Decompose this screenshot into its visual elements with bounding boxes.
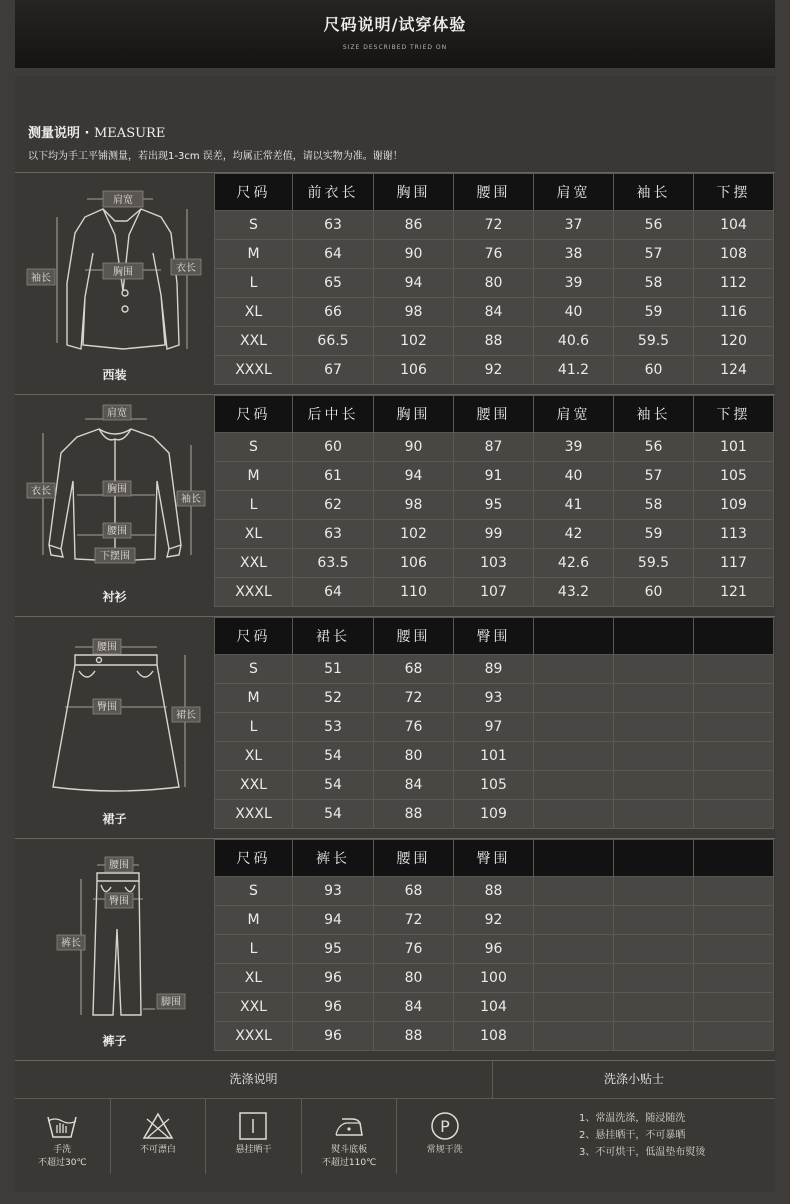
suit-header-1: 前衣长 xyxy=(293,174,374,211)
table-cell: XXXL xyxy=(215,356,293,385)
table-cell: XXXL xyxy=(215,1022,293,1051)
table-row xyxy=(215,655,774,684)
table-cell xyxy=(534,964,614,993)
table-cell: 61 xyxy=(293,462,374,491)
skirt-size-table xyxy=(214,617,774,829)
table-cell: 40.6 xyxy=(534,327,614,356)
skirt-caption: 裙子 xyxy=(102,812,127,826)
suit-length-label: 衣长 xyxy=(176,263,196,274)
shirt-waist-label: 腰围 xyxy=(107,526,127,537)
table-cell xyxy=(694,684,774,713)
table-cell: 92 xyxy=(454,906,534,935)
table-cell: 96 xyxy=(293,993,374,1022)
table-cell: 67 xyxy=(293,356,374,385)
table-cell: 54 xyxy=(293,771,374,800)
table-cell: S xyxy=(215,877,293,906)
table-cell: 38 xyxy=(534,240,614,269)
wash-title: 洗涤说明 xyxy=(15,1061,493,1099)
table-row xyxy=(215,964,774,993)
shirt-header-2: 胸围 xyxy=(374,396,454,433)
table-cell: XL xyxy=(215,964,293,993)
suit-shoulder-label: 肩宽 xyxy=(113,195,133,206)
skirt-header-5 xyxy=(614,618,694,655)
table-cell: 63.5 xyxy=(293,549,374,578)
table-cell: 96 xyxy=(293,964,374,993)
table-cell xyxy=(614,713,694,742)
hand-wash-icon xyxy=(45,1111,79,1141)
table-cell: 84 xyxy=(454,298,534,327)
table-cell: L xyxy=(215,269,293,298)
table-cell: 42.6 xyxy=(534,549,614,578)
skirt-waist-label: 腰围 xyxy=(97,642,117,653)
table-cell: 59 xyxy=(614,298,694,327)
suit-header-5: 袖长 xyxy=(614,174,694,211)
table-cell: XXXL xyxy=(215,800,293,829)
skirt-illustration xyxy=(15,617,214,833)
shirt-chest-label: 胸围 xyxy=(107,484,127,495)
table-row xyxy=(215,713,774,742)
banner-subtitle: SIZE DESCRIBED TRIED ON xyxy=(342,44,448,51)
suit-size-table xyxy=(214,173,774,385)
shirt-hem-label: 下摆围 xyxy=(100,551,130,562)
table-cell: XXL xyxy=(215,771,293,800)
svg-text:P: P xyxy=(439,1117,450,1136)
table-row xyxy=(215,298,774,327)
pants-leg-label: 脚围 xyxy=(161,997,181,1008)
suit-section xyxy=(15,172,775,389)
table-row xyxy=(215,549,774,578)
skirt-icon xyxy=(15,617,214,817)
table-row xyxy=(215,327,774,356)
table-row xyxy=(215,269,774,298)
wash-text-hand-1: 手洗 xyxy=(53,1145,72,1155)
table-cell: 88 xyxy=(374,1022,454,1051)
table-cell: 56 xyxy=(614,211,694,240)
table-cell: 120 xyxy=(694,327,774,356)
table-cell: 121 xyxy=(694,578,774,607)
table-cell: 39 xyxy=(534,433,614,462)
table-cell: 90 xyxy=(374,433,454,462)
table-cell: 58 xyxy=(614,491,694,520)
table-cell xyxy=(614,906,694,935)
suit-header-4: 肩宽 xyxy=(534,174,614,211)
dry-clean-icon xyxy=(428,1111,462,1141)
table-cell: 86 xyxy=(374,211,454,240)
table-cell xyxy=(534,684,614,713)
shirt-size-table xyxy=(214,395,774,607)
pants-waist-label: 腰围 xyxy=(109,860,129,871)
table-cell xyxy=(694,993,774,1022)
table-cell: 106 xyxy=(374,549,454,578)
table-row xyxy=(215,993,774,1022)
table-cell: 64 xyxy=(293,240,374,269)
table-cell: 53 xyxy=(293,713,374,742)
pants-header-0: 尺码 xyxy=(215,840,293,877)
table-cell: 63 xyxy=(293,520,374,549)
table-cell: M xyxy=(215,906,293,935)
table-cell: L xyxy=(215,935,293,964)
table-cell: 116 xyxy=(694,298,774,327)
table-cell xyxy=(614,1022,694,1051)
no-bleach-icon xyxy=(141,1111,175,1141)
table-cell: 105 xyxy=(694,462,774,491)
table-cell: M xyxy=(215,240,293,269)
suit-header-6: 下摆 xyxy=(694,174,774,211)
table-cell: 57 xyxy=(614,240,694,269)
table-cell: 87 xyxy=(454,433,534,462)
skirt-header-3: 臀围 xyxy=(454,618,534,655)
table-cell xyxy=(614,742,694,771)
table-cell: 98 xyxy=(374,491,454,520)
table-cell: XL xyxy=(215,742,293,771)
table-row xyxy=(215,356,774,385)
table-row xyxy=(215,684,774,713)
table-cell: 103 xyxy=(454,549,534,578)
table-row xyxy=(215,578,774,607)
table-cell xyxy=(534,1022,614,1051)
table-cell: 58 xyxy=(614,269,694,298)
wash-text-iron-1: 熨斗底板 xyxy=(331,1145,368,1155)
pants-illustration xyxy=(15,839,214,1055)
table-cell: 76 xyxy=(374,935,454,964)
table-cell: 93 xyxy=(293,877,374,906)
table-cell: S xyxy=(215,433,293,462)
table-cell: 90 xyxy=(374,240,454,269)
table-cell: 84 xyxy=(374,771,454,800)
wash-item-hang xyxy=(206,1099,302,1174)
table-cell xyxy=(534,800,614,829)
table-cell: 89 xyxy=(454,655,534,684)
suit-caption: 西装 xyxy=(102,368,127,382)
table-cell: 56 xyxy=(614,433,694,462)
wash-item-bleach xyxy=(111,1099,207,1174)
table-cell: 52 xyxy=(293,684,374,713)
table-cell: 59.5 xyxy=(614,327,694,356)
table-cell: 108 xyxy=(694,240,774,269)
table-cell: 51 xyxy=(293,655,374,684)
table-cell xyxy=(614,877,694,906)
table-cell: M xyxy=(215,462,293,491)
table-cell: XL xyxy=(215,520,293,549)
shirt-header-5: 袖长 xyxy=(614,396,694,433)
table-cell xyxy=(694,877,774,906)
shirt-illustration xyxy=(15,395,214,611)
table-cell: 41 xyxy=(534,491,614,520)
table-cell: 109 xyxy=(694,491,774,520)
table-cell: 94 xyxy=(374,269,454,298)
pants-header-3: 臀围 xyxy=(454,840,534,877)
table-row xyxy=(215,742,774,771)
table-cell: 107 xyxy=(454,578,534,607)
tip-item: 3、不可烘干，低温垫布熨烫 xyxy=(579,1147,706,1158)
iron-icon xyxy=(332,1111,366,1141)
table-cell: XL xyxy=(215,298,293,327)
table-cell: 80 xyxy=(374,964,454,993)
table-cell: 66 xyxy=(293,298,374,327)
table-row xyxy=(215,935,774,964)
table-cell: 124 xyxy=(694,356,774,385)
tip-item: 2、悬挂晒干，不可暴晒 xyxy=(579,1130,686,1141)
pants-header-2: 腰围 xyxy=(374,840,454,877)
shirt-header-4: 肩宽 xyxy=(534,396,614,433)
pants-hip-label: 臀围 xyxy=(109,896,129,907)
table-row xyxy=(215,462,774,491)
table-cell: 88 xyxy=(374,800,454,829)
measure-note: 以下均为手工平铺测量，若出现1-3cm 误差，均属正常差值，请以实物为准。谢谢！ xyxy=(28,151,403,162)
skirt-header-2: 腰围 xyxy=(374,618,454,655)
table-cell: 97 xyxy=(454,713,534,742)
pants-icon xyxy=(15,839,214,1039)
table-cell: 80 xyxy=(374,742,454,771)
table-cell: 101 xyxy=(694,433,774,462)
pants-header-4 xyxy=(534,840,614,877)
table-cell: 94 xyxy=(293,906,374,935)
table-cell: 84 xyxy=(374,993,454,1022)
table-row xyxy=(215,491,774,520)
table-cell: XXL xyxy=(215,549,293,578)
table-cell: 68 xyxy=(374,877,454,906)
table-cell: 80 xyxy=(454,269,534,298)
pants-header-5 xyxy=(614,840,694,877)
skirt-header-4 xyxy=(534,618,614,655)
wash-item-hand xyxy=(15,1099,111,1174)
table-cell: 102 xyxy=(374,327,454,356)
table-cell: 102 xyxy=(374,520,454,549)
table-cell xyxy=(694,964,774,993)
table-cell xyxy=(534,877,614,906)
table-cell xyxy=(694,906,774,935)
table-cell xyxy=(694,742,774,771)
table-cell: 57 xyxy=(614,462,694,491)
table-cell xyxy=(614,771,694,800)
table-row xyxy=(215,211,774,240)
pants-section xyxy=(15,838,775,1055)
table-cell xyxy=(534,935,614,964)
table-cell: M xyxy=(215,684,293,713)
wash-text-hand-2: 不超过30℃ xyxy=(38,1158,87,1168)
suit-chest-label: 胸围 xyxy=(113,267,133,278)
suit-illustration xyxy=(15,173,214,389)
table-cell: 99 xyxy=(454,520,534,549)
pants-size-table xyxy=(214,839,774,1051)
table-cell xyxy=(694,771,774,800)
shirt-section xyxy=(15,394,775,611)
table-cell xyxy=(694,1022,774,1051)
table-cell xyxy=(534,906,614,935)
suit-sleeve-label: 袖长 xyxy=(31,273,51,284)
table-cell: 101 xyxy=(454,742,534,771)
table-cell: 43.2 xyxy=(534,578,614,607)
wash-text-bleach: 不可漂白 xyxy=(139,1145,176,1155)
table-cell: 104 xyxy=(454,993,534,1022)
table-row xyxy=(215,906,774,935)
table-cell: 76 xyxy=(454,240,534,269)
table-cell xyxy=(694,713,774,742)
table-cell: 63 xyxy=(293,211,374,240)
shirt-caption: 衬衫 xyxy=(102,590,127,604)
table-cell: 72 xyxy=(374,684,454,713)
table-cell: 39 xyxy=(534,269,614,298)
tips-list xyxy=(493,1099,775,1174)
table-cell: 59 xyxy=(614,520,694,549)
table-cell: 65 xyxy=(293,269,374,298)
pants-length-label: 裤长 xyxy=(61,938,81,949)
wash-item-iron xyxy=(302,1099,398,1174)
table-cell: 54 xyxy=(293,742,374,771)
skirt-header-6 xyxy=(694,618,774,655)
table-cell: 40 xyxy=(534,462,614,491)
table-cell: 93 xyxy=(454,684,534,713)
table-cell: 113 xyxy=(694,520,774,549)
table-cell: 100 xyxy=(454,964,534,993)
table-cell: 88 xyxy=(454,877,534,906)
table-cell: 105 xyxy=(454,771,534,800)
table-cell xyxy=(534,771,614,800)
table-cell xyxy=(534,742,614,771)
wash-icons xyxy=(15,1099,492,1174)
table-cell: 95 xyxy=(454,491,534,520)
table-cell xyxy=(694,655,774,684)
table-cell: 37 xyxy=(534,211,614,240)
table-cell xyxy=(534,713,614,742)
shirt-header-3: 腰围 xyxy=(454,396,534,433)
table-cell: 41.2 xyxy=(534,356,614,385)
wash-text-hang: 悬挂晒干 xyxy=(235,1145,272,1155)
table-cell: 117 xyxy=(694,549,774,578)
table-cell xyxy=(534,655,614,684)
shirt-icon xyxy=(15,395,214,595)
table-cell xyxy=(614,800,694,829)
table-cell: 110 xyxy=(374,578,454,607)
wash-text-iron-2: 不超过110℃ xyxy=(321,1158,377,1168)
table-cell: XXL xyxy=(215,327,293,356)
pants-caption: 裤子 xyxy=(102,1034,127,1048)
table-cell: 40 xyxy=(534,298,614,327)
table-cell xyxy=(614,655,694,684)
tips-title: 洗涤小贴士 xyxy=(493,1061,775,1099)
table-cell: XXL xyxy=(215,993,293,1022)
table-cell: 91 xyxy=(454,462,534,491)
table-cell: L xyxy=(215,713,293,742)
table-cell: 109 xyxy=(454,800,534,829)
shirt-sleeve-label: 袖长 xyxy=(181,494,201,505)
table-cell: S xyxy=(215,655,293,684)
table-cell xyxy=(534,993,614,1022)
wash-text-dryclean: 常规干洗 xyxy=(426,1145,463,1155)
suit-icon xyxy=(15,173,214,373)
table-row xyxy=(215,520,774,549)
skirt-header-1: 裙长 xyxy=(293,618,374,655)
table-cell: 104 xyxy=(694,211,774,240)
skirt-section xyxy=(15,616,775,833)
table-cell: 68 xyxy=(374,655,454,684)
table-cell: 66.5 xyxy=(293,327,374,356)
table-cell xyxy=(614,993,694,1022)
table-cell: 96 xyxy=(293,1022,374,1051)
table-cell: XXXL xyxy=(215,578,293,607)
table-cell: 112 xyxy=(694,269,774,298)
shirt-length-label: 衣长 xyxy=(31,486,51,497)
table-cell: 106 xyxy=(374,356,454,385)
suit-header-3: 腰围 xyxy=(454,174,534,211)
table-row xyxy=(215,433,774,462)
wash-section xyxy=(15,1060,775,1174)
skirt-header-0: 尺码 xyxy=(215,618,293,655)
table-cell: 88 xyxy=(454,327,534,356)
measure-title: 测量说明 · MEASURE xyxy=(28,126,166,141)
table-cell: 62 xyxy=(293,491,374,520)
table-cell xyxy=(694,800,774,829)
suit-header-0: 尺码 xyxy=(215,174,293,211)
tip-item: 1、常温洗涤，随浸随洗 xyxy=(579,1113,686,1124)
table-row xyxy=(215,771,774,800)
table-cell: 92 xyxy=(454,356,534,385)
pants-header-6 xyxy=(694,840,774,877)
shirt-header-0: 尺码 xyxy=(215,396,293,433)
pants-header-1: 裤长 xyxy=(293,840,374,877)
table-cell: 72 xyxy=(374,906,454,935)
hang-dry-icon xyxy=(236,1111,270,1141)
table-cell: L xyxy=(215,491,293,520)
table-cell: 76 xyxy=(374,713,454,742)
shirt-header-1: 后中长 xyxy=(293,396,374,433)
table-row xyxy=(215,800,774,829)
table-row xyxy=(215,877,774,906)
table-cell: 54 xyxy=(293,800,374,829)
table-cell: 98 xyxy=(374,298,454,327)
table-cell: 60 xyxy=(614,578,694,607)
table-cell: S xyxy=(215,211,293,240)
table-cell: 60 xyxy=(293,433,374,462)
table-cell: 96 xyxy=(454,935,534,964)
table-cell: 59.5 xyxy=(614,549,694,578)
suit-header-2: 胸围 xyxy=(374,174,454,211)
banner-title: 尺码说明/试穿体验 xyxy=(323,15,467,34)
table-cell xyxy=(694,935,774,964)
table-cell xyxy=(614,964,694,993)
table-cell: 108 xyxy=(454,1022,534,1051)
table-cell: 42 xyxy=(534,520,614,549)
table-cell: 95 xyxy=(293,935,374,964)
skirt-length-label: 裙长 xyxy=(176,710,196,721)
skirt-hip-label: 臀围 xyxy=(97,702,117,713)
table-cell: 94 xyxy=(374,462,454,491)
table-row xyxy=(215,240,774,269)
table-cell: 64 xyxy=(293,578,374,607)
wash-item-dryclean xyxy=(397,1099,492,1174)
header-banner xyxy=(15,0,775,68)
table-row xyxy=(215,1022,774,1051)
shirt-shoulder-label: 肩宽 xyxy=(107,408,127,419)
table-cell xyxy=(614,684,694,713)
shirt-header-6: 下摆 xyxy=(694,396,774,433)
table-cell: 72 xyxy=(454,211,534,240)
table-cell: 60 xyxy=(614,356,694,385)
table-cell xyxy=(614,935,694,964)
